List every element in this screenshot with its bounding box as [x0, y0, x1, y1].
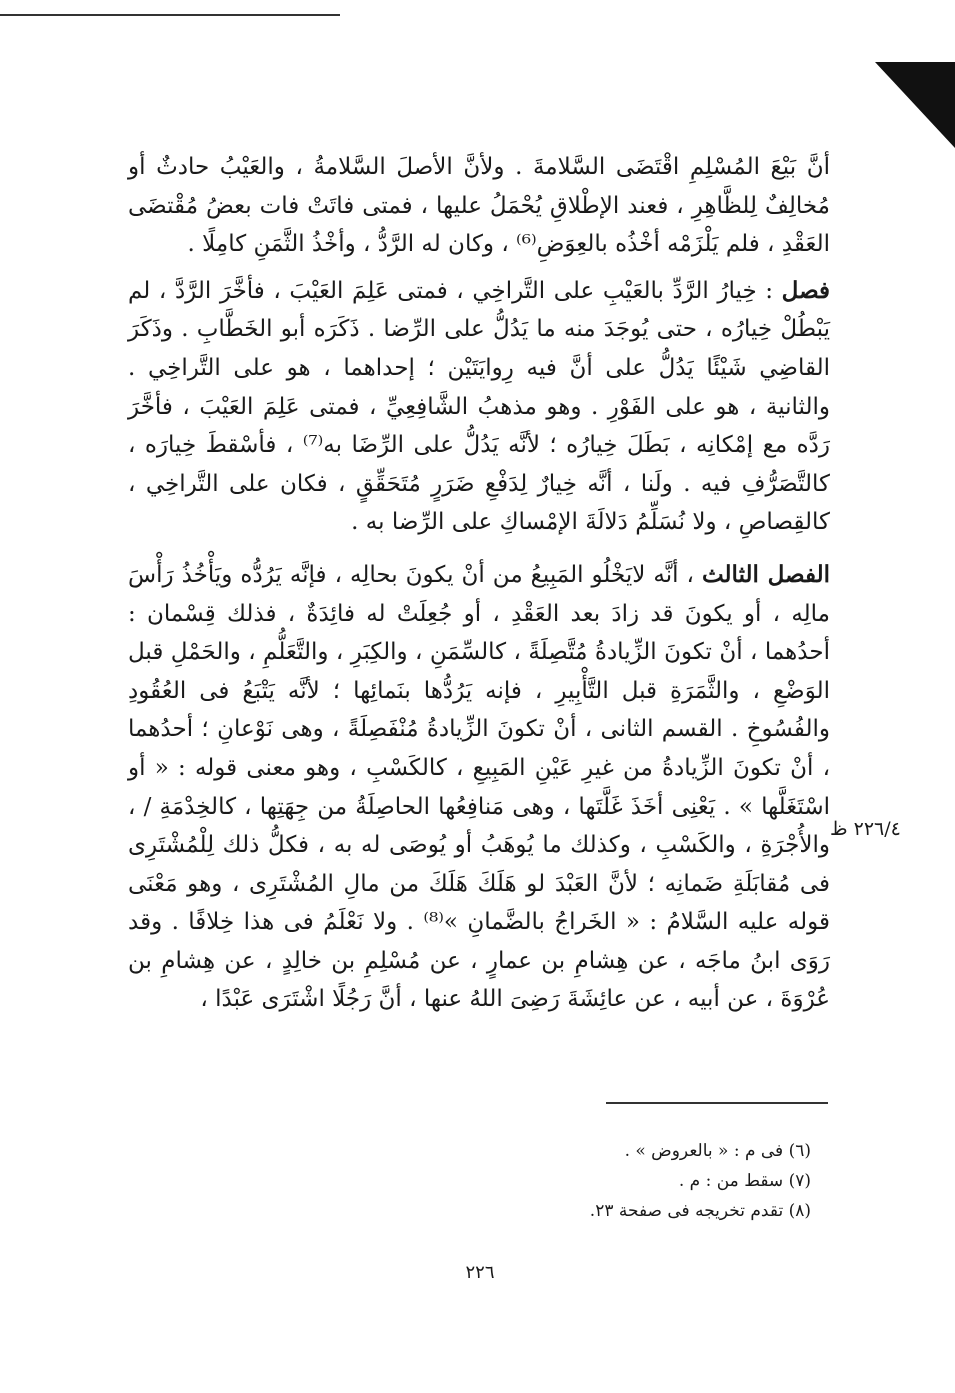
paragraph-2 [128, 272, 830, 542]
footnote-7: (٧) سقط من : م . [678, 1171, 811, 1191]
top-rule [0, 14, 340, 16]
footnotes [590, 1136, 811, 1226]
footnote-8: (٨) تقدم تخريجه فى صفحة ٢٣. [589, 1201, 811, 1221]
paragraph-1 [128, 148, 830, 264]
page-number: ٢٢٦ [465, 1262, 495, 1283]
paragraph-1-text: أنَّ بَيْعَ المُسْلِمِ اقْتَضَى السَّلامةَ . ولأنَّ الأصلَ السَّلامةُ ، والعَيْبُ حادثٌ أو مُخالِفٌ لِلظَّاهِرِ ، فعند الإطْلاقِ يُحْمَلُ عليها ، فمتى فاتَتْ فات بعضُ مُقْتضَى العَقْدِ ، فلم يَلْزَمْه أخْذُه بالعِوَضِ⁽⁶⁾ ، وكان له الرَّدُّ ، وأخْذُ الثَّمَنِ كامِلًا . [128, 154, 830, 258]
main-text [128, 148, 830, 1019]
margin-note: ٢٢٦/٤ ظ [830, 818, 901, 840]
footnote-rule [606, 1102, 828, 1104]
paragraph-3-heading: الفصل الثالث [701, 560, 831, 588]
footnote-6: (٦) فى م : « بالعروض » . [624, 1141, 811, 1161]
paragraph-3 [128, 556, 830, 1019]
paragraph-2-text: : خِيارُ الرَّدِّ بالعَيْبِ على التَّراخِي ، فمتى عَلِمَ العَيْبَ ، فأخَّرَ الرَّدَّ ، لم يَبْطُلْ خِيارُه ، حتى يُوجَدَ منه ما يَدُلُّ على الرِّضا . ذَكَرَه أبو الخَطَّابِ . وذَكَرَ القاضِي شَيْئًا يَدُلُّ على أنَّ فيه رِوايَتَيْن ؛ إحداهما ، هو على التَّراخِي . والثانية ، هو على الفَوْرِ . وهو مذهبُ الشَّافِعِيِّ ، فمتى عَلِمَ العَيْبَ ، فأخَّرَ رَدَّه مع إمْكانِه ، بَطَلَ خِيارُه ؛ لأنَّه يَدُلُّ على الرِّضَا به⁽⁷⁾ ، فأسْقطَ خِيارَه ، كالتَّصَرُّفِ فيه . ولَنا ، أنَّه خِيارٌ لِدَفْعِ ضَرَرٍ مُتَحَقِّقٍ ، فكان على التَّراخِي ، كالقِصاصِ ، ولا نُسَلِّمُ دَلالَةَ الإمْساكِ على الرِّضا به . [128, 277, 830, 536]
corner-tab-icon [875, 62, 955, 152]
paragraph-3-text: ، أنَّه لايَخْلُو المَبِيعُ من أنْ يكونَ بحالِه ، فإنَّه يَرُدُّه ويَأْخُذُ رَأْسَ مالِه ، أو يكونَ قد زادَ بعد العَقْدِ ، أو جُعِلَتْ له فائِدَةٌ ، فذلك قِسْمان : أحدُهما ، أنْ تكونَ الزِّيادةُ مُتَّصِلَةً ، كالسِّمَنِ ، والكِبَرِ ، والتَّعَلُّمِ ، والحَمْلِ قبل الوَضْعِ ، والثَّمَرَةِ قبل التَّأْبِيرِ ، فإنه يَرُدُّها بنَمائِها ؛ لأنَّه يَتْبَعُ فى العُقُودِ والفُسُوخِ . القسم الثانى ، أنْ تكونَ الزِّيادةُ مُنْفَصِلَةً ، وهى نَوْعانِ ؛ أحدُهما ، أنْ تكونَ الزِّيادةُ من غيرِ عَيْنِ المَبِيعِ ، كالكَسْبِ ، وهو معنى قوله : « أو اسْتَغَلَّها » . يَعْنِى أخَذَ غَلَّتَها ، وهى مَنافِعُها الحاصِلَةُ من جِهَتِها ، كالخِدْمَةِ / ، والأُجْرَةِ ، والكَسْبِ ، وكذلك ما يُوهَبُ أو يُوصَى له به ، فكلُّ ذلك لِلْمُشْتَرِى فى مُقابَلَةِ ضَمانِه ؛ لأنَّ العَبْدَ لو هَلَكَ هَلَكَ من مالِ المُشْتَرِى ، وهو مَعْنَى قوله عليه السَّلامُ : « الخَراجُ بالضَّمانِ »⁽⁸⁾ . ولا نَعْلَمُ فى هذا خِلافًا . وقد رَوَى ابنُ ماجَه ، عن هِشامِ بن عمارٍ ، عن مُسْلِمِ بن خالِدٍ ، عن هِشامِ بن عُرْوَةَ ، عن أبيه ، عن عائِشَةَ رَضِىَ اللهُ عنها ، أنَّ رَجُلًا اشْتَرَى عَبْدًا ، [128, 561, 831, 1013]
paragraph-2-heading: فصل [781, 276, 831, 304]
